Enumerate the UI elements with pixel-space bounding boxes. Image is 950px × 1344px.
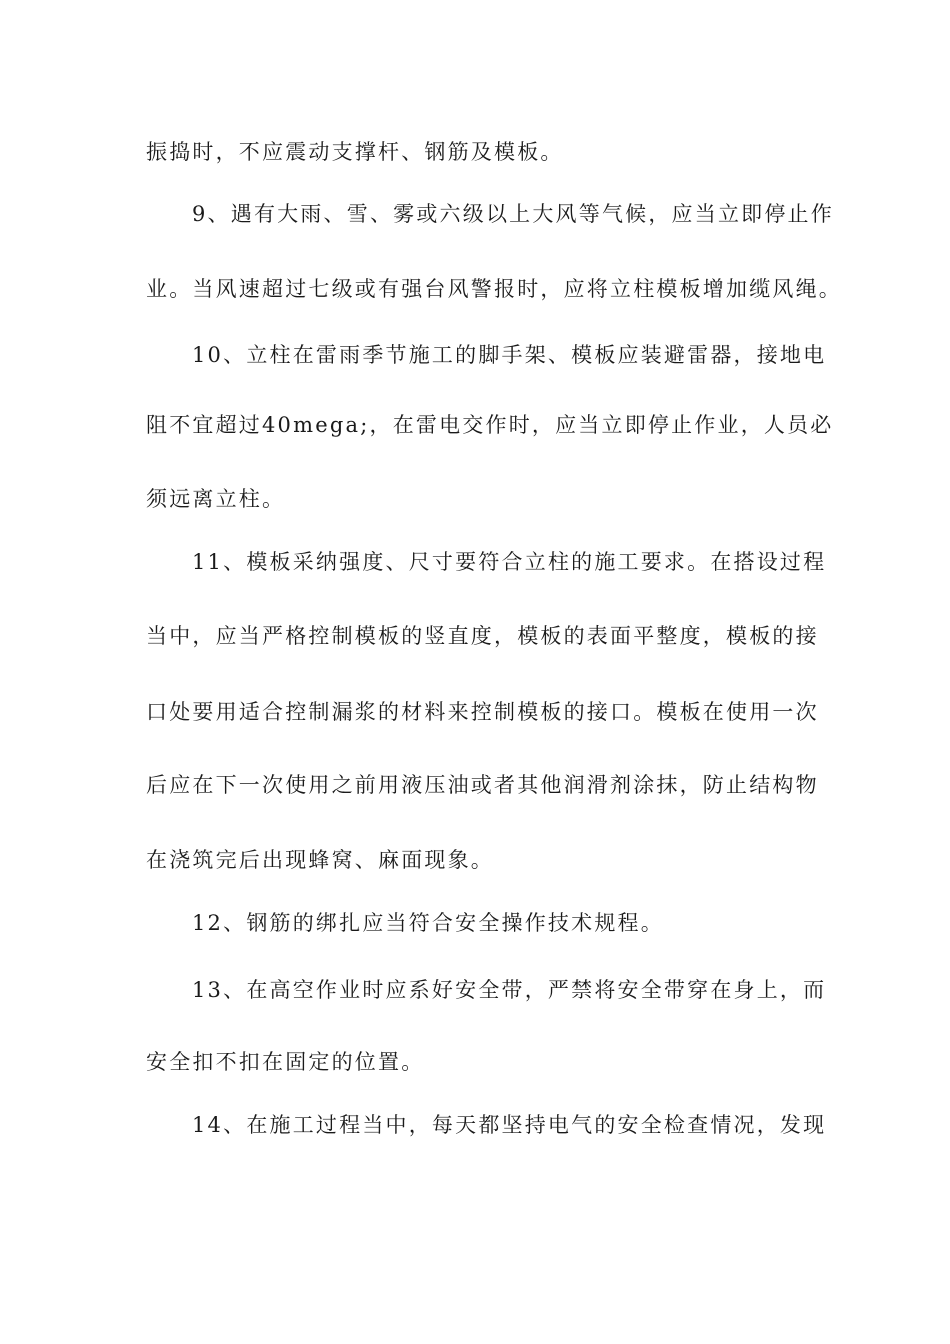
text-line: 阻不宜超过40mega;，在雷电交作时，应当立即停止作业，人员必 xyxy=(146,413,834,437)
text-line: 12、钢筋的绑扎应当符合安全操作技术规程。 xyxy=(192,911,664,935)
text-line: 10、立柱在雷雨季节施工的脚手架、模板应装避雷器，接地电 xyxy=(192,343,827,367)
text-line: 13、在高空作业时应系好安全带，严禁将安全带穿在身上，而 xyxy=(192,978,827,1002)
text-line: 后应在下一次使用之前用液压油或者其他润滑剂涂抹，防止结构物 xyxy=(146,773,819,797)
text-line: 业。当风速超过七级或有强台风警报时，应将立柱模板增加缆风绳。 xyxy=(146,277,842,301)
text-line: 14、在施工过程当中，每天都坚持电气的安全检查情况，发现 xyxy=(192,1113,827,1137)
text-line: 在浇筑完后出现蜂窝、麻面现象。 xyxy=(146,848,494,872)
text-line: 须远离立柱。 xyxy=(146,487,286,511)
text-line: 11、模板采纳强度、尺寸要符合立柱的施工要求。在搭设过程 xyxy=(192,550,827,574)
text-line: 安全扣不扣在固定的位置。 xyxy=(146,1050,425,1074)
text-line: 当中，应当严格控制模板的竖直度，模板的表面平整度，模板的接 xyxy=(146,624,819,648)
text-line: 9、遇有大雨、雪、雾或六级以上大风等气候，应当立即停止作 xyxy=(192,202,834,226)
text-line: 振捣时，不应震动支撑杆、钢筋及模板。 xyxy=(146,140,564,164)
text-line: 口处要用适合控制漏浆的材料来控制模板的接口。模板在使用一次 xyxy=(146,700,819,724)
